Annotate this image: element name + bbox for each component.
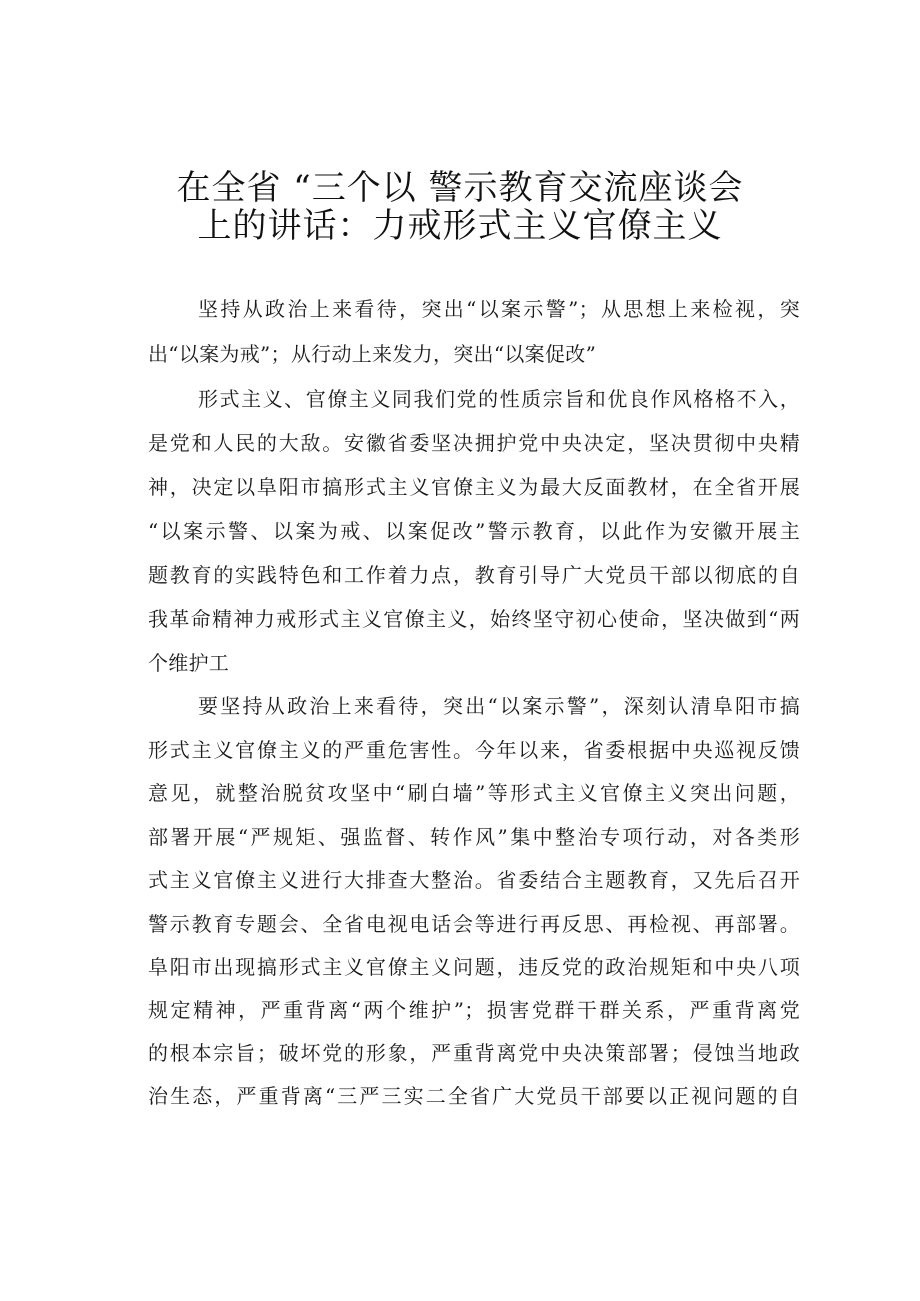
paragraph-line: 的根本宗旨；破坏党的形象，严重背离党中央决策部署；侵蚀当地政: [148, 1041, 800, 1065]
paragraph-line: 阜阳市出现搞形式主义官僚主义问题，违反党的政治规矩和中央八项: [148, 955, 800, 979]
paragraph-line: “以案示警、以案为戒、以案促改”警示教育，以此作为安徽开展主: [148, 519, 800, 543]
paragraph-line: 要坚持从政治上来看待，突出“以案示警”，深刻认清阜阳市搞: [198, 694, 800, 718]
paragraph-line: 我革命精神力戒形式主义官僚主义，始终坚守初心使命，坚决做到“两: [148, 607, 800, 631]
paragraph-line: 出“以案为戒”；从行动上来发力，突出“以案促改”: [148, 342, 597, 366]
paragraph-line: 式主义官僚主义进行大排查大整治。省委结合主题教育，又先后召开: [148, 868, 800, 892]
paragraph-line: 个维护工: [148, 651, 230, 675]
paragraph-line: 形式主义、官僚主义同我们党的性质宗旨和优良作风格格不入，: [198, 387, 800, 411]
paragraph-line: 规定精神，严重背离“两个维护”；损害党群干群关系，严重背离党: [148, 998, 800, 1022]
paragraph-line: 是党和人民的大敌。安徽省委坚决拥护党中央决定，坚决贯彻中央精: [148, 431, 800, 455]
paragraph-line: 坚持从政治上来看待，突出“以案示警”；从思想上来检视，突: [198, 297, 800, 321]
paragraph-line: 治生态，严重背离“三严三实二全省广大党员干部要以正视问题的自: [148, 1084, 800, 1108]
paragraph-line: 意见，就整治脱贫攻坚中“刷白墙”等形式主义官僚主义突出问题，: [148, 781, 800, 805]
document-title-line-1: 在全省 “三个以 警示教育交流座谈会: [176, 168, 744, 208]
paragraph-line: 形式主义官僚主义的严重危害性。今年以来，省委根据中央巡视反馈: [148, 738, 800, 762]
paragraph-line: 警示教育专题会、全省电视电话会等进行再反思、再检视、再部署。: [148, 912, 800, 936]
paragraph-line: 神，决定以阜阳市搞形式主义官僚主义为最大反面教材，在全省开展: [148, 475, 800, 499]
paragraph-line: 部署开展“严规矩、强监督、转作风”集中整治专项行动，对各类形: [148, 825, 800, 849]
paragraph-line: 题教育的实践特色和工作着力点，教育引导广大党员干部以彻底的自: [148, 563, 800, 587]
document-title-line-2: 上的讲话：力戒形式主义官僚主义: [197, 206, 723, 246]
